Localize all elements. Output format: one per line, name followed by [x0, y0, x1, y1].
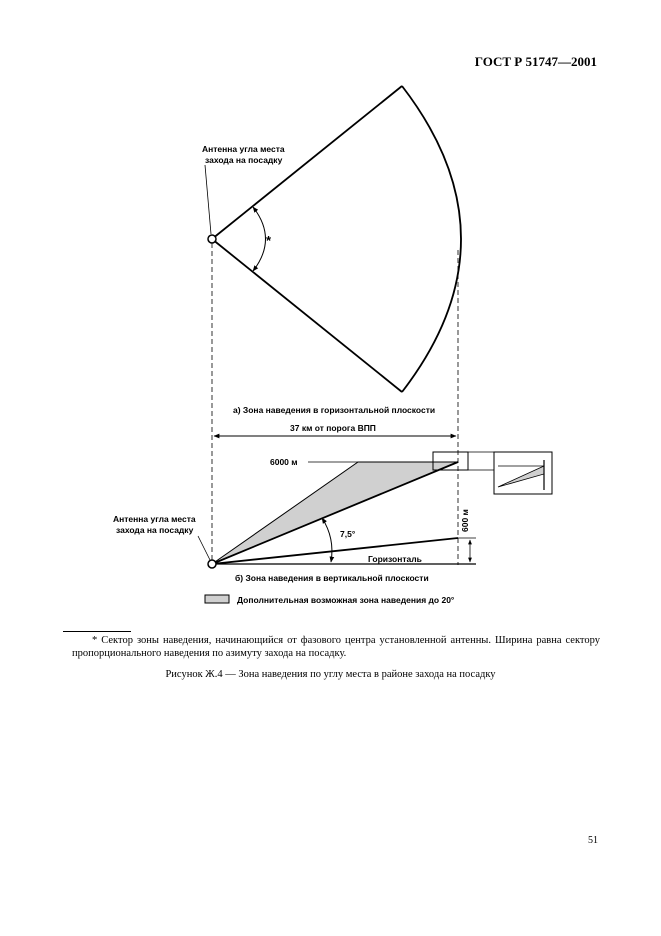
caption-a: а) Зона наведения в горизонтальной плоскости	[233, 405, 436, 415]
antenna-leader-top	[205, 165, 211, 234]
caption-b: б) Зона наведения в вертикальной плоскости	[235, 573, 429, 583]
horizon-label: Горизонталь	[368, 554, 422, 564]
antenna-label-top-line2: захода на посадку	[205, 155, 283, 165]
sector-mark: *	[266, 233, 272, 248]
legend	[205, 595, 455, 605]
sector-angle-arc	[253, 207, 266, 271]
page-number: 51	[588, 835, 598, 846]
footnote: * Сектор зоны наведения, начинающийся от фазового центра установленной антенны. Ширина равна сектору пропорционального наведения по азимуту захода на посадку.	[72, 635, 600, 659]
legend-text: Дополнительная возможная зона наведения до 20°	[237, 595, 455, 605]
height-label: 600 м	[460, 509, 470, 532]
legend-swatch	[205, 595, 229, 603]
sector-lower-edge	[212, 239, 402, 392]
antenna-label-bottom-line1: Антенна угла места	[113, 514, 196, 524]
sector-arc	[402, 86, 461, 392]
altitude-label: 6000 м	[270, 457, 298, 467]
figure-caption: Рисунок Ж.4 — Зона наведения по углу места в районе захода на посадку	[165, 669, 496, 680]
vertical-plane-diagram	[113, 452, 552, 583]
horizontal-plane-diagram	[202, 86, 461, 415]
distance-label: 37 км от порога ВПП	[290, 423, 376, 433]
zone-upper-line	[212, 462, 458, 564]
footnote-rule	[63, 631, 131, 632]
antenna-label-bottom-line2: захода на посадку	[116, 525, 194, 535]
antenna-label-top-line1: Антенна угла места	[202, 144, 285, 154]
antenna-point-top	[208, 235, 216, 243]
antenna-point-bottom	[208, 560, 216, 568]
angle-arc	[322, 518, 332, 562]
angle-label: 7,5°	[340, 529, 356, 539]
antenna-leader-bottom	[198, 536, 210, 560]
distance-dimension	[214, 423, 456, 436]
document-code: ГОСТ Р 51747—2001	[474, 54, 597, 69]
